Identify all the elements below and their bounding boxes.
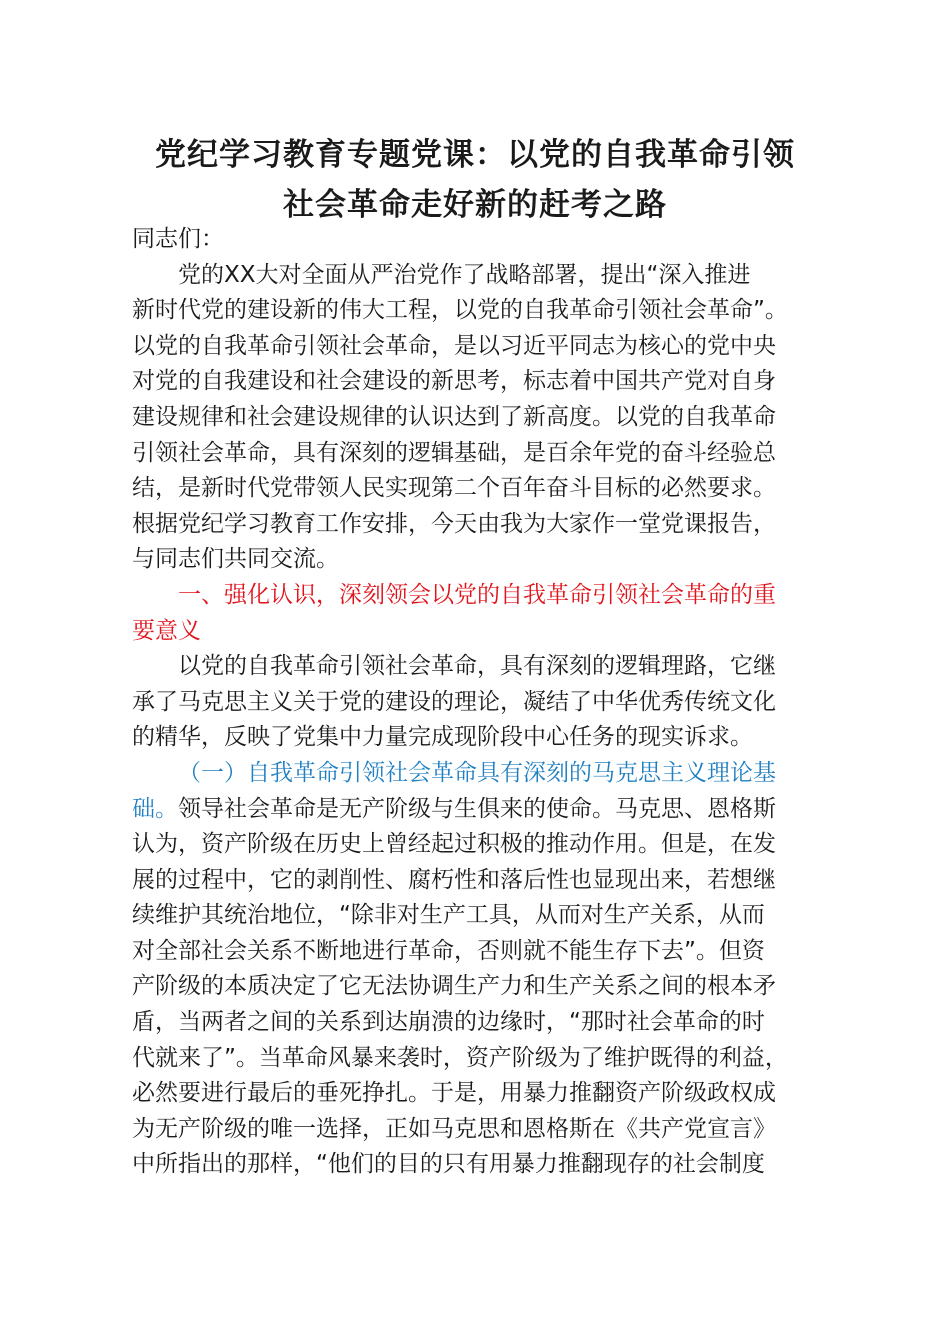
subsection-paragraph-line: 盾，当两者之间的关系到达崩溃的边缘时，“那时社会革命的时 bbox=[132, 1009, 765, 1036]
subsection-paragraph-start: 领导社会革命是无产阶级与生俱来的使命。马克思、恩格斯 bbox=[178, 795, 776, 822]
intro-line: 新时代党的建设新的伟大工程，以党的自我革命引领社会革命”。 bbox=[132, 297, 788, 324]
intro-line: 建设规律和社会建设规律的认识达到了新高度。以党的自我革命 bbox=[132, 403, 776, 430]
intro-line: 与同志们共同交流。 bbox=[132, 546, 339, 573]
subsection-heading: （一）自我革命引领社会革命具有深刻的马克思主义理论基 bbox=[178, 759, 776, 786]
intro-line: 根据党纪学习教育工作安排，今天由我为大家作一堂党课报告， bbox=[132, 510, 776, 537]
intro-line: 对党的自我建设和社会建设的新思考，标志着中国共产党对自身 bbox=[132, 368, 776, 395]
title-line-1: 党纪学习教育专题党课：以党的自我革命引领 bbox=[155, 137, 795, 173]
document-body bbox=[132, 222, 850, 1183]
subsection-paragraph-line: 必然要进行最后的垂死挣扎。于是，用暴力推翻资产阶级政权成 bbox=[132, 1080, 776, 1107]
section-paragraph-line: 承了马克思主义关于党的建设的理论，凝结了中华优秀传统文化 bbox=[132, 688, 776, 715]
intro-line: 以党的自我革命引领社会革命，是以习近平同志为核心的党中央 bbox=[132, 332, 776, 359]
subsection-paragraph-line: 产阶级的本质决定了它无法协调生产力和生产关系之间的根本矛 bbox=[132, 973, 776, 1000]
document-title bbox=[0, 130, 950, 230]
subsection-paragraph-line: 认为，资产阶级在历史上曾经起过积极的推动作用。但是，在发 bbox=[132, 831, 776, 858]
subsection-heading-continued bbox=[132, 792, 850, 828]
salutation: 同志们： bbox=[132, 226, 224, 252]
subsection-paragraph-line: 代就来了”。当革命风暴来袭时，资产阶级为了维护既得的利益， bbox=[132, 1044, 788, 1071]
section-heading: 一、强化认识，深刻领会以党的自我革命引领社会革命的重 bbox=[178, 581, 776, 608]
subsection-paragraph-line: 续维护其统治地位，“除非对生产工具，从而对生产关系，从而 bbox=[132, 902, 765, 929]
subsection-paragraph-line: 为无产阶级的唯一选择，正如马克思和恩格斯在《共产党宣言》 bbox=[132, 1115, 776, 1142]
intro-line: 党的XX大对全面从严治党作了战略部署，提出“深入推进 bbox=[178, 261, 751, 288]
section-paragraph-line: 以党的自我革命引领社会革命，具有深刻的逻辑理路，它继 bbox=[178, 653, 776, 680]
intro-line: 结，是新时代党带领人民实现第二个百年奋斗目标的必然要求。 bbox=[132, 475, 776, 502]
subsection-paragraph-line: 展的过程中，它的剥削性、腐朽性和落后性也显现出来，若想继 bbox=[132, 866, 776, 893]
subsection-paragraph-line: 对全部社会关系不断地进行革命，否则就不能生存下去”。但资 bbox=[132, 937, 765, 964]
title-line-2: 社会革命走好新的赶考之路 bbox=[283, 187, 667, 223]
section-paragraph-line: 的精华，反映了党集中力量完成现阶段中心任务的现实诉求。 bbox=[132, 724, 753, 751]
subsection-heading-end: 础。 bbox=[132, 795, 178, 822]
section-heading: 要意义 bbox=[132, 617, 201, 644]
subsection-paragraph-line: 中所指出的那样，“他们的目的只有用暴力推翻现存的社会制度 bbox=[132, 1151, 765, 1178]
intro-line: 引领社会革命，具有深刻的逻辑基础，是百余年党的奋斗经验总 bbox=[132, 439, 776, 466]
